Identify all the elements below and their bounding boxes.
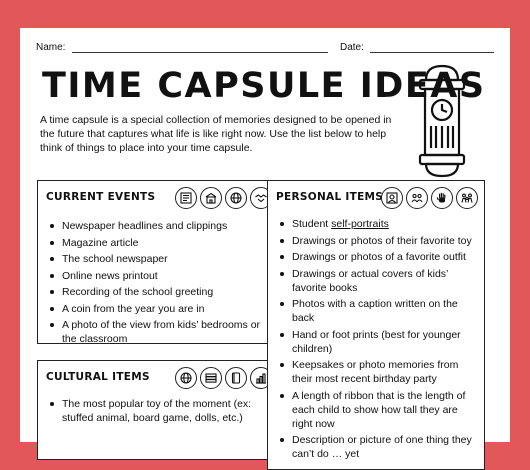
current-events-icons	[175, 187, 272, 209]
list-item: Drawings or photos of their favorite toy	[276, 234, 478, 248]
list-item: Recording of the school greeting	[46, 285, 272, 299]
personal-items-icons	[381, 187, 478, 209]
name-date-row	[36, 42, 494, 58]
personal-items-list	[276, 217, 478, 464]
list-item: Drawings or photos of a favorite outfit	[276, 250, 478, 264]
books-icon	[200, 367, 222, 389]
group-icon	[406, 187, 428, 209]
name-line[interactable]	[72, 52, 328, 53]
list-item: A coin from the year you are in	[46, 302, 272, 316]
cultural-items-header	[46, 369, 272, 391]
list-item: Photos with a caption written on the back	[276, 297, 478, 325]
list-item: Magazine article	[46, 236, 272, 250]
book-icon	[225, 367, 247, 389]
self-portraits-link[interactable]: self-portraits	[331, 218, 389, 230]
newspaper-icon	[175, 187, 197, 209]
list-item: Description or picture of one thing they can’t do … yet	[276, 433, 478, 461]
list-item: The most popular toy of the moment (ex: stuffed animal, board game, dolls, etc.)	[46, 397, 272, 425]
current-events-title: CURRENT EVENTS	[46, 191, 156, 203]
list-item: Hand or foot prints (best for younger children)	[276, 328, 478, 356]
item-prefix: Student	[292, 218, 332, 230]
list-item: Online news printout	[46, 269, 272, 283]
current-events-header	[46, 189, 272, 211]
portrait-icon	[381, 187, 403, 209]
worksheet-page	[20, 28, 510, 460]
time-capsule-icon	[412, 62, 472, 180]
handprint-icon	[431, 187, 453, 209]
intro-text: A time capsule is a special collection of memories designed to be opened in the future that captures what life is like right now. Use the list below to help think of things to place into your time capsule.	[40, 114, 392, 154]
family-icon	[456, 187, 478, 209]
list-item: A photo of the view from kids’ bedrooms or the classroom	[46, 318, 272, 346]
list-item	[276, 217, 478, 231]
name-label: Name:	[36, 42, 66, 53]
list-item: Keepsakes or photo memories from their most recent birthday party	[276, 358, 478, 386]
date-label: Date:	[340, 42, 364, 53]
date-line[interactable]	[370, 52, 494, 53]
cultural-items-icons	[175, 367, 272, 389]
cultural-items-list	[46, 397, 272, 428]
page-title: TIME CAPSULE IDEAS	[42, 66, 486, 106]
personal-items-box	[267, 180, 485, 470]
globe-icon	[175, 367, 197, 389]
current-events-box	[37, 180, 279, 344]
globe-icon	[225, 187, 247, 209]
list-item: The school newspaper	[46, 252, 272, 266]
cultural-items-box	[37, 360, 279, 460]
personal-items-title: PERSONAL ITEMS	[276, 191, 384, 203]
list-item: Newspaper headlines and clippings	[46, 219, 272, 233]
school-building-icon	[200, 187, 222, 209]
personal-items-header	[276, 189, 478, 211]
list-item: Drawings or actual covers of kids’ favorite books	[276, 267, 478, 295]
list-item: A length of ribbon that is the length of each child to show how tall they are right now	[276, 389, 478, 431]
current-events-list	[46, 219, 272, 349]
cultural-items-title: CULTURAL ITEMS	[46, 371, 150, 383]
